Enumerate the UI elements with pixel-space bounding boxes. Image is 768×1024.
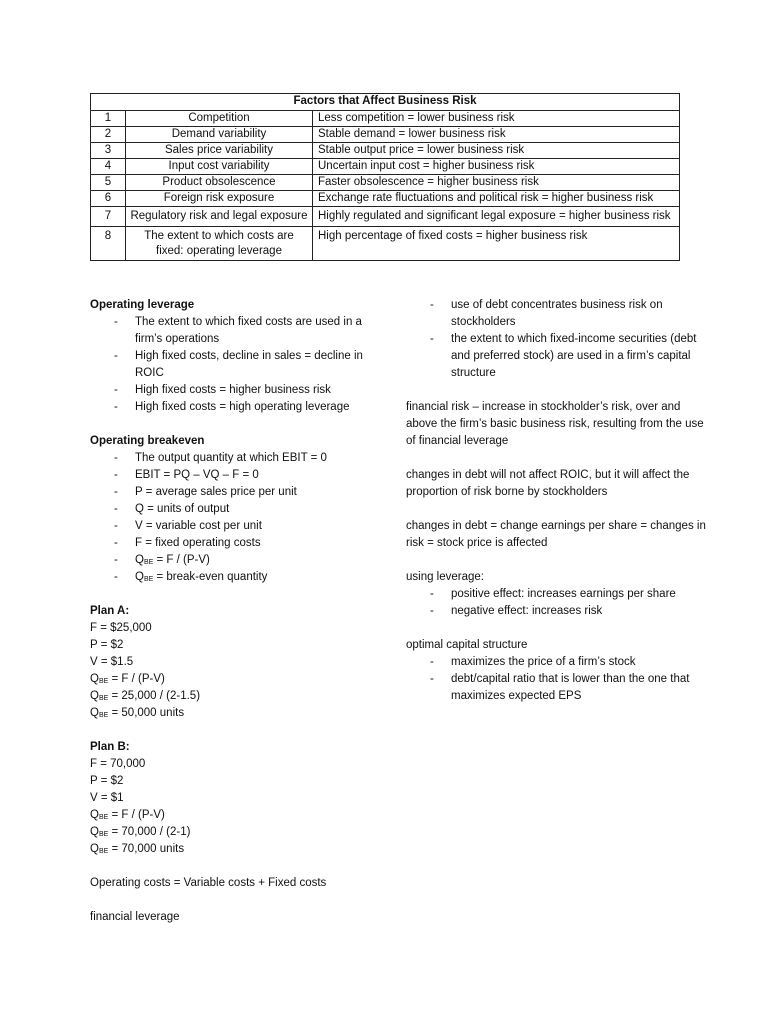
row-effect: Stable output price = lower business risk (313, 143, 680, 159)
row-factor: Sales price variability (126, 143, 313, 159)
plan-b-p: P = $2 (90, 775, 124, 787)
row-number: 2 (91, 127, 126, 143)
plan-b-qbe-calc: = 70,000 / (2-1) (108, 826, 191, 838)
list-item: - F = fixed operating costs (90, 535, 390, 552)
qbe-formula: = F / (P-V) (153, 554, 210, 566)
row-effect: Uncertain input cost = higher business risk (313, 159, 680, 175)
plan-a-heading: Plan A: (90, 605, 130, 617)
be-subscript: BE (98, 831, 109, 838)
operating-leverage-list (90, 314, 390, 416)
operating-breakeven-heading: Operating breakeven (90, 435, 205, 447)
left-column (90, 297, 390, 926)
be-subscript: BE (143, 559, 154, 566)
row-number: 8 (91, 227, 126, 261)
row-effect: Exchange rate fluctuations and political risk = higher business risk (313, 191, 680, 207)
plan-a-qbe-calc: = 25,000 / (2-1.5) (108, 690, 201, 702)
table-row (91, 175, 680, 191)
financial-leverage-heading: financial leverage (90, 911, 180, 923)
be-subscript: BE (98, 678, 109, 685)
q-symbol: Q (90, 843, 99, 855)
row-number: 6 (91, 191, 126, 207)
plan-b-v: V = $1 (90, 792, 124, 804)
list-item: - positive effect: increases earnings per share (406, 586, 706, 603)
list-item: - P = average sales price per unit (90, 484, 390, 501)
table-title: Factors that Affect Business Risk (91, 94, 680, 111)
q-symbol: Q (90, 809, 99, 821)
q-symbol: Q (90, 690, 99, 702)
list-item (90, 569, 390, 586)
list-item: - The output quantity at which EBIT = 0 (90, 450, 390, 467)
row-effect: Less competition = lower business risk (313, 111, 680, 127)
plan-a-p: P = $2 (90, 639, 124, 651)
list-item: - High fixed costs, decline in sales = decline in ROIC (90, 348, 390, 382)
financial-leverage-list (406, 297, 706, 382)
be-subscript: BE (98, 712, 109, 719)
business-risk-table (90, 93, 680, 261)
table-row (91, 111, 680, 127)
row-factor: Regulatory risk and legal exposure (126, 207, 313, 227)
row-number: 7 (91, 207, 126, 227)
be-subscript: BE (98, 814, 109, 821)
qbe-definition: = break-even quantity (153, 571, 268, 583)
q-symbol: Q (135, 571, 144, 583)
list-item: - negative effect: increases risk (406, 603, 706, 620)
row-effect: High percentage of fixed costs = higher business risk (313, 227, 680, 261)
list-item: - use of debt concentrates business risk on stockholders (406, 297, 706, 331)
row-effect: Faster obsolescence = higher business risk (313, 175, 680, 191)
q-symbol: Q (90, 707, 99, 719)
plan-a-qbe-2 (90, 688, 390, 705)
row-number: 5 (91, 175, 126, 191)
financial-risk-paragraph: financial risk – increase in stockholder’s risk, over and above the firm’s basic business risk, resulting from the use of financial leverage (406, 401, 704, 447)
row-factor: Input cost variability (126, 159, 313, 175)
plan-a-v: V = $1.5 (90, 656, 134, 668)
plan-b-qbe-formula: = F / (P-V) (108, 809, 165, 821)
q-symbol: Q (90, 673, 99, 685)
list-item (90, 552, 390, 569)
table-row (91, 207, 680, 227)
operating-costs-line: Operating costs = Variable costs + Fixed costs (90, 877, 327, 889)
plan-a-qbe-3 (90, 705, 390, 722)
debt-roic-paragraph: changes in debt will not affect ROIC, but it will affect the proportion of risk borne by stockholders (406, 469, 690, 498)
plan-b-f: F = 70,000 (90, 758, 146, 770)
plan-a-qbe-1 (90, 671, 390, 688)
be-subscript: BE (98, 695, 109, 702)
list-item: - The extent to which fixed costs are used in a firm’s operations (90, 314, 390, 348)
right-column (406, 297, 706, 705)
table-row (91, 227, 680, 261)
row-factor: Demand variability (126, 127, 313, 143)
row-effect: Highly regulated and significant legal exposure = higher business risk (313, 207, 680, 227)
q-symbol: Q (135, 554, 144, 566)
using-leverage-list (406, 586, 706, 620)
list-item: - High fixed costs = higher business risk (90, 382, 390, 399)
row-number: 1 (91, 111, 126, 127)
table-row (91, 143, 680, 159)
list-item: - Q = units of output (90, 501, 390, 518)
list-item: - High fixed costs = high operating leverage (90, 399, 390, 416)
using-leverage-heading: using leverage: (406, 571, 484, 583)
operating-breakeven-list (90, 450, 390, 586)
plan-a-qbe-result: = 50,000 units (108, 707, 185, 719)
be-subscript: BE (98, 848, 109, 855)
list-item: - EBIT = PQ – VQ – F = 0 (90, 467, 390, 484)
list-item: - V = variable cost per unit (90, 518, 390, 535)
row-factor: Competition (126, 111, 313, 127)
row-number: 4 (91, 159, 126, 175)
be-subscript: BE (143, 576, 154, 583)
list-item: - the extent to which fixed-income securities (debt and preferred stock) are used in a firm’s capital structure (406, 331, 706, 382)
table-row (91, 159, 680, 175)
plan-a-f: F = $25,000 (90, 622, 152, 634)
row-factor: Product obsolescence (126, 175, 313, 191)
row-number: 3 (91, 143, 126, 159)
plan-b-qbe-result: = 70,000 units (108, 843, 185, 855)
plan-b-qbe-3 (90, 841, 390, 858)
plan-b-qbe-2 (90, 824, 390, 841)
debt-eps-paragraph: changes in debt = change earnings per share = changes in risk = stock price is affected (406, 520, 706, 549)
row-effect: Stable demand = lower business risk (313, 127, 680, 143)
operating-leverage-heading: Operating leverage (90, 299, 195, 311)
plan-a-qbe-formula: = F / (P-V) (108, 673, 165, 685)
optimal-capital-structure-list (406, 654, 706, 705)
q-symbol: Q (90, 826, 99, 838)
list-item: - maximizes the price of a firm’s stock (406, 654, 706, 671)
plan-b-heading: Plan B: (90, 741, 130, 753)
row-factor: Foreign risk exposure (126, 191, 313, 207)
plan-b-qbe-1 (90, 807, 390, 824)
table-row (91, 127, 680, 143)
row-factor: The extent to which costs are fixed: operating leverage (126, 227, 313, 261)
table-row (91, 191, 680, 207)
optimal-capital-structure-heading: optimal capital structure (406, 639, 528, 651)
list-item: - debt/capital ratio that is lower than the one that maximizes expected EPS (406, 671, 706, 705)
